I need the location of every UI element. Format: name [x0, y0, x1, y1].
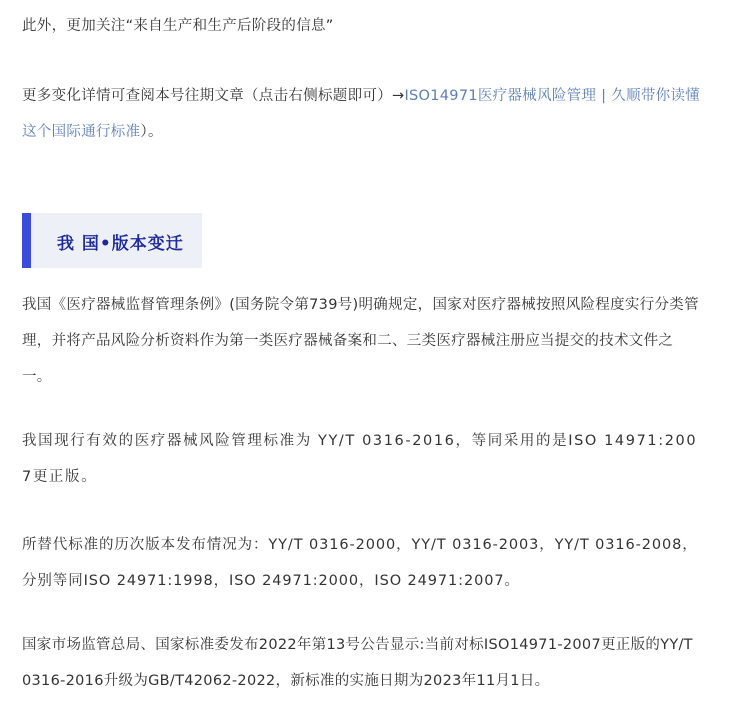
paragraph-current-standard: 我国现行有效的医疗器械风险管理标准为 YY/T 0316-2016，等同采用的是ISO 14971:2007更正版。: [22, 433, 698, 485]
more-details-suffix: ）。: [140, 124, 163, 140]
paragraph-production-info: 此外，更加关注“来自生产和生产后阶段的信息”: [22, 18, 334, 34]
more-details-text: 更多变化详情可查阅本号往期文章（点击右侧标题即可）→: [22, 88, 405, 104]
section-heading-title: 我 国•版本变迁: [57, 234, 184, 254]
section-heading: [22, 213, 202, 268]
iso14971-article-link[interactable]: ISO14971医疗器械风险管理 | 久顺带你读懂这个国际通行标准: [22, 88, 701, 140]
paragraph-regulation: 我国《医疗器械监督管理条例》(国务院令第739号)明确规定，国家对医疗器械按照风险程度实行分类管理，并将产品风险分析资料作为第一类医疗器械备案和二、三类医疗器械注册应当提交的技术文件之一。: [22, 297, 699, 385]
paragraph-more-details: [22, 78, 702, 150]
paragraph-replaced-versions: 所替代标准的历次版本发布情况为：YY/T 0316-2000，YY/T 0316-2003，YY/T 0316-2008，分别等同ISO 24971:1998，ISO 24971:2000，ISO 24971:2007。: [22, 537, 698, 589]
paragraph-announcement: 国家市场监管总局、国家标准委发布2022年第13号公告显示:当前对标ISO14971-2007更正版的YY/T0316-2016升级为GB/T42062-2022，新标准的实施日期为2023年11月1日。: [22, 637, 693, 689]
